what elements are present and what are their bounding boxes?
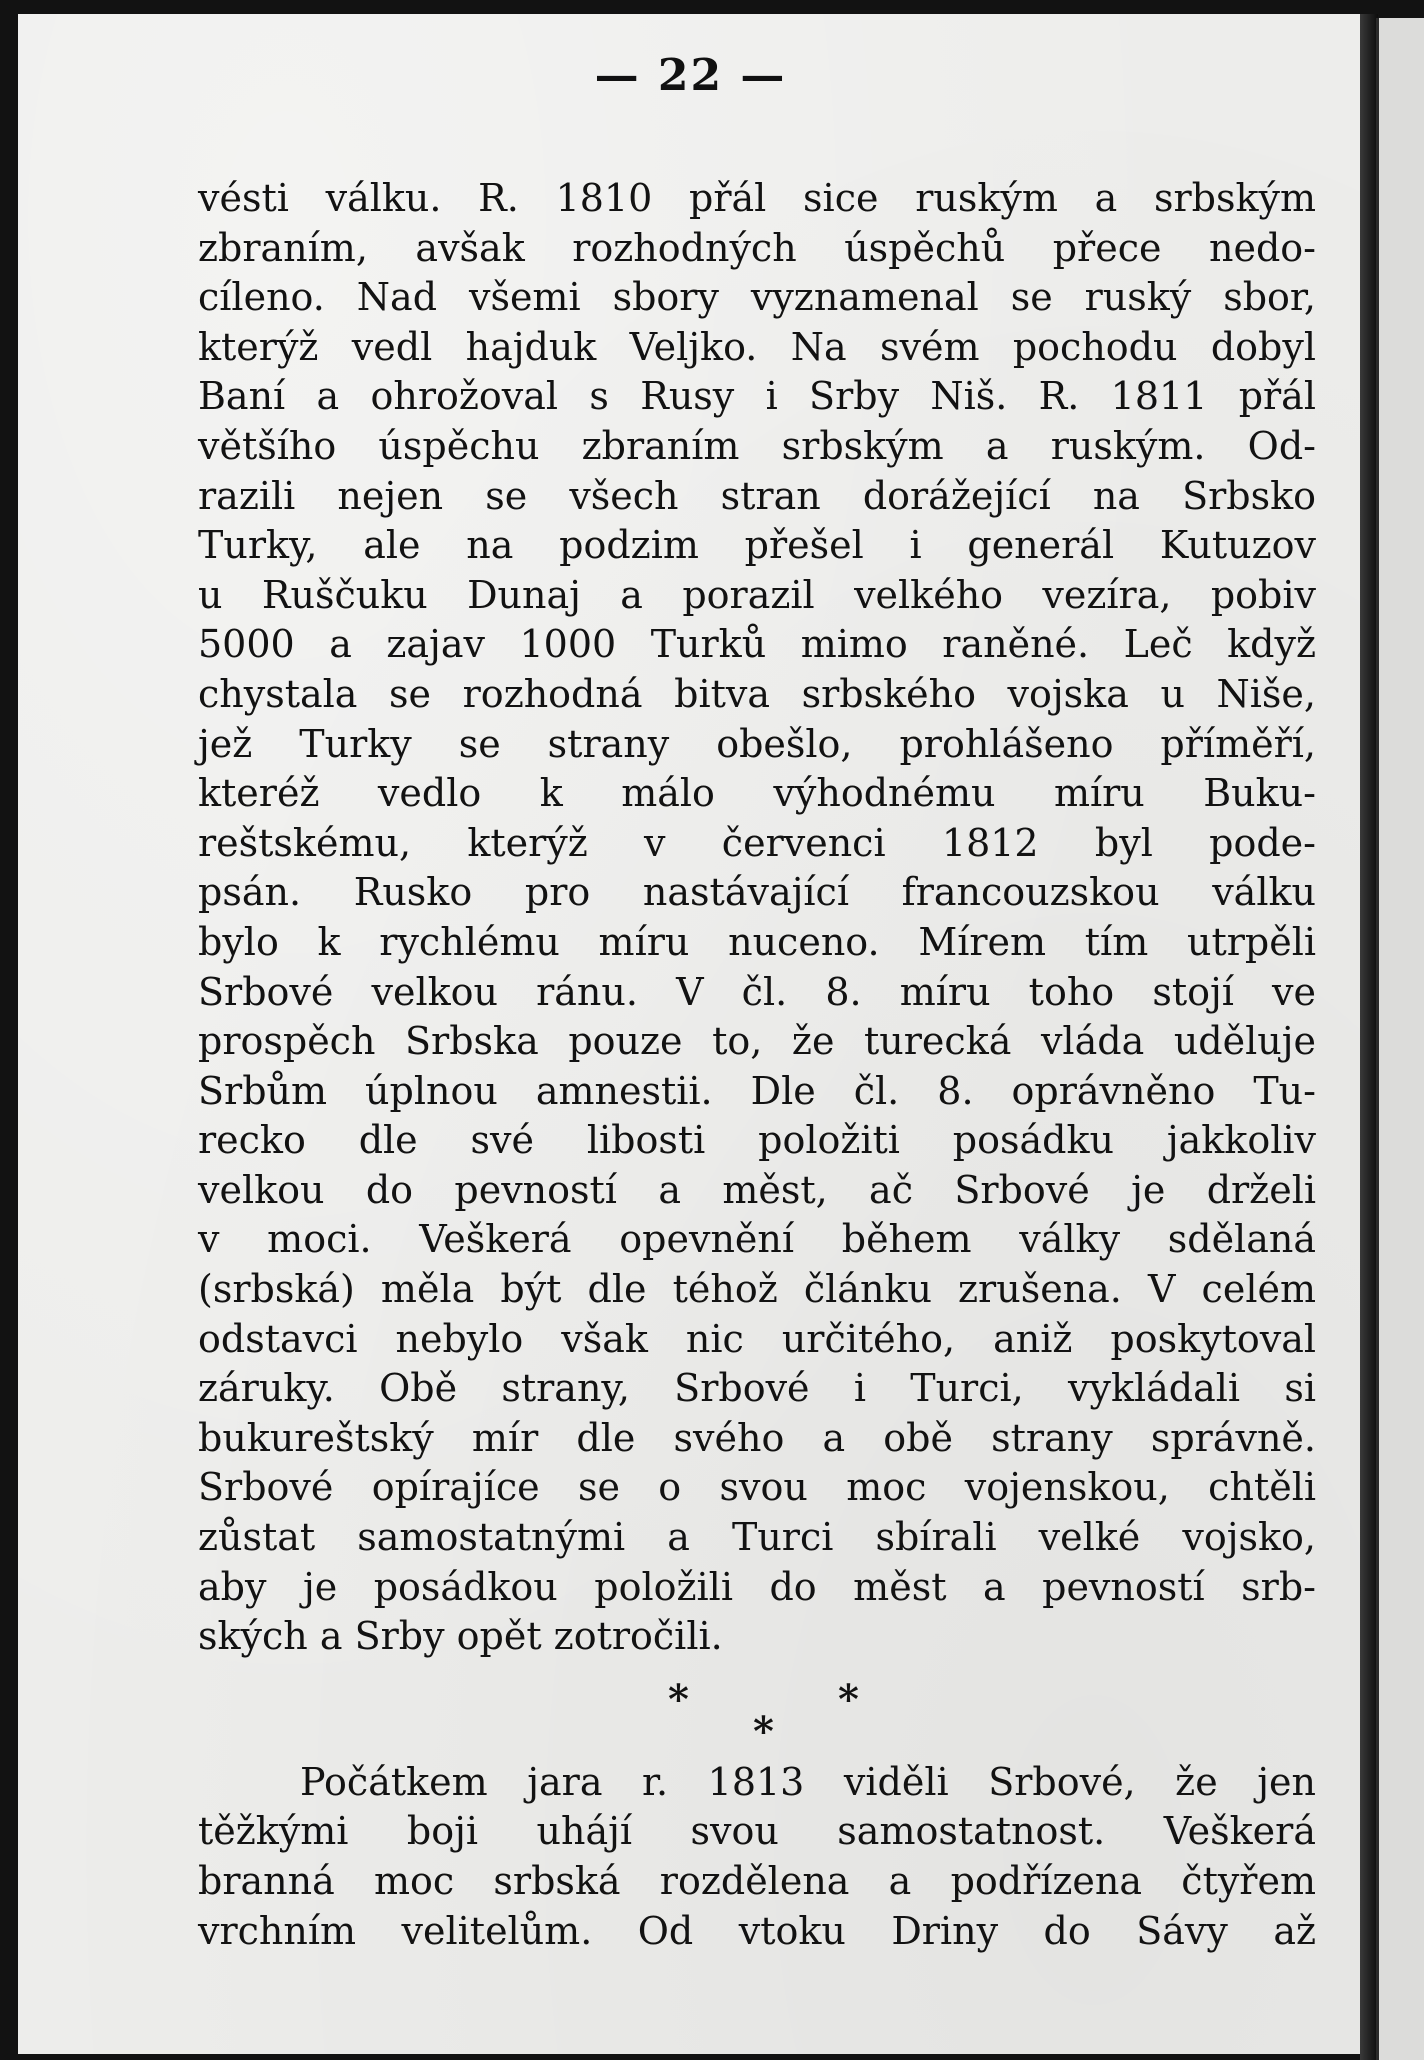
text-line: 5000 a zajav 1000 Turků mimo raněné. Leč když	[198, 622, 1316, 667]
text-line: bylo k rychlému míru nuceno. Mírem tím utrpěli	[198, 919, 1316, 964]
asterisk-mark: *	[753, 1707, 774, 1755]
text-line: Srbové opírajíce se o svou moc vojenskou, chtěli	[198, 1465, 1316, 1510]
text-line: ských a Srby opět zotročili.	[198, 1614, 723, 1659]
adjacent-page-edge	[1376, 18, 1424, 2060]
text-line: razili nejen se všech stran dorážející na Srbsko	[198, 473, 1316, 518]
text-line: recko dle své libosti položiti posádku jakkoliv	[198, 1118, 1316, 1163]
text-line: Srbům úplnou amnestii. Dle čl. 8. oprávněno Tu-	[198, 1068, 1316, 1113]
text-line: u Ruščuku Dunaj a porazil velkého vezíra, pobiv	[198, 572, 1316, 617]
text-line: odstavci nebylo však nic určitého, aniž poskytoval	[198, 1316, 1316, 1361]
text-line: bukureštský mír dle svého a obě strany správně.	[198, 1415, 1316, 1460]
asterisk-mark: *	[668, 1675, 689, 1723]
text-line: kteréž vedlo k málo výhodnému míru Buku-	[198, 771, 1316, 816]
book-page	[18, 14, 1363, 2054]
text-line: Turky, ale na podzim přešel i generál Kutuzov	[198, 523, 1316, 568]
text-line: aby je posádkou položili do měst a pevností srb-	[198, 1564, 1316, 1609]
text-line: záruky. Obě strany, Srbové i Turci, vykládali si	[198, 1366, 1316, 1411]
text-line: Srbové velkou ránu. V čl. 8. míru toho stojí ve	[198, 969, 1316, 1014]
text-line: (srbská) měla být dle téhož článku zrušena. V celém	[198, 1267, 1316, 1312]
text-line: Počátkem jara r. 1813 viděli Srbové, že jen	[300, 1759, 1316, 1804]
text-line: zůstat samostatnými a Turci sbírali velké vojsko,	[198, 1515, 1316, 1560]
text-line: Baní a ohrožoval s Rusy i Srby Niš. R. 1811 přál	[198, 374, 1316, 419]
text-line: většího úspěchu zbraním srbským a ruským. Od-	[198, 423, 1316, 468]
text-line: chystala se rozhodná bitva srbského vojska u Niše,	[198, 671, 1316, 716]
text-line: vésti válku. R. 1810 přál sice ruským a srbským	[198, 176, 1316, 220]
asterisk-mark: *	[838, 1675, 859, 1723]
text-line: velkou do pevností a měst, ač Srbové je drželi	[198, 1167, 1316, 1212]
text-line: branná moc srbská rozdělena a podřízena čtyřem	[198, 1859, 1316, 1903]
section-asterism	[198, 1662, 1316, 1758]
text-line: reštskému, kterýž v červenci 1812 byl pode-	[198, 820, 1316, 865]
body-text	[198, 174, 1316, 1956]
text-line: zbraním, avšak rozhodných úspěchů přece nedo-	[198, 225, 1316, 270]
text-line: vrchním velitelům. Od vtoku Driny do Sávy až	[198, 1908, 1316, 1953]
text-line: v moci. Veškerá opevnění během války sdělaná	[198, 1217, 1316, 1262]
text-line: prospěch Srbska pouze to, že turecká vláda uděluje	[198, 1019, 1316, 1064]
page-number: — 22 —	[594, 50, 787, 101]
text-line: jež Turky se strany obešlo, prohlášeno příměří,	[198, 721, 1316, 766]
text-line: těžkými boji uhájí svou samostatnost. Veškerá	[198, 1809, 1316, 1854]
text-line: kterýž vedl hajduk Veljko. Na svém pochodu dobyl	[198, 324, 1316, 369]
text-line: cíleno. Nad všemi sbory vyznamenal se ruský sbor,	[198, 275, 1316, 320]
text-line: psán. Rusko pro nastávající francouzskou válku	[198, 870, 1316, 915]
